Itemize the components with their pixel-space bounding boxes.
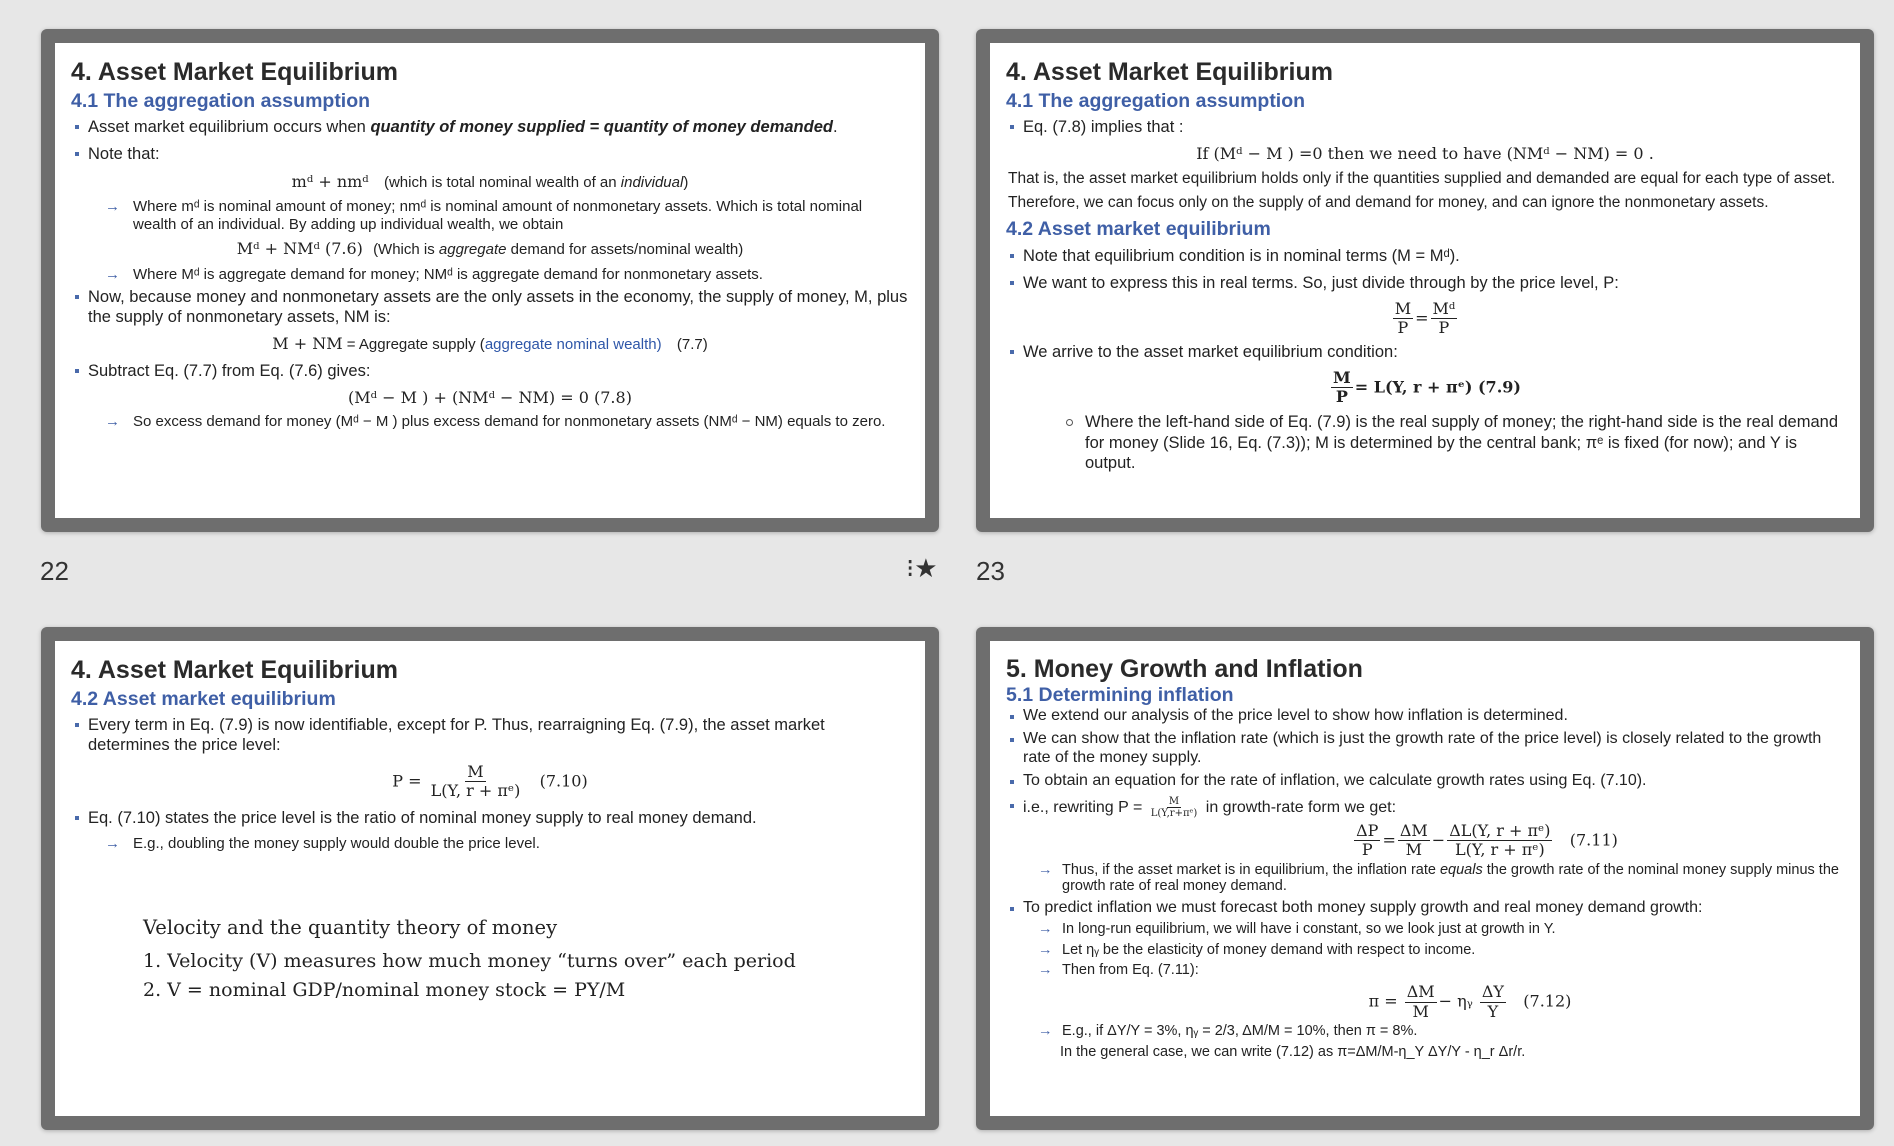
bullet: Now, because money and nonmonetary assets are the only assets in the economy, the supply of money, M, plus the supply of nonmonetary assets, NM is: [71,287,909,327]
sub-bullet: → Where mᵈ is nominal amount of money; nmᵈ is nominal amount of nonmonetary assets. Which is total nominal wealth of an individual. By adding up individual wealth, we obtain [105,197,863,234]
velocity-item-1: 1. Velocity (V) measures how much money “turns over” each period [143,949,796,972]
slide-content [990,641,1860,1116]
velocity-heading: Velocity and the quantity theory of money [143,915,558,939]
bullet: To predict inflation we must forecast both money supply growth and real money demand growth: [1006,899,1844,918]
arrow-icon: → [1038,861,1053,878]
sub-bullet: → E.g., if ΔY/Y = 3%, ηᵧ = 2/3, ΔM/M = 10%, then π = 8%. [1038,1022,1418,1039]
arrow-icon: → [1038,941,1053,958]
slide-subtitle: 5.1 Determining inflation [1006,684,1234,706]
arrow-icon: → [105,197,120,215]
bullet: Eq. (7.10) states the price level is the ratio of nominal money supply to real money demand. [71,808,909,828]
arrow-icon: → [1038,920,1053,937]
equation: π = $\frac{\Delta M}{M}$ − ηᵧ $\frac{\Delta Y}{Y}$ (7.12) [1368,982,1572,1021]
bullet: Note that equilibrium condition is in nominal terms (M = Mᵈ). [1006,246,1844,266]
velocity-item-2: 2. V = nominal GDP/nominal money stock = PY/M [143,978,626,1001]
bullet: We want to express this in real terms. So, just divide through by the price level, P: [1006,273,1844,293]
slide-subtitle: 4.2 Asset market equilibrium [1006,217,1271,240]
bullet: Every term in Eq. (7.9) is now identifiable, except for P. Thus, rearraigning Eq. (7.9), the asset market determines the price level: [71,715,909,755]
slide-subtitle: 4.1 The aggregation assumption [1006,89,1306,112]
equation: $\frac{M}{P}$ = L(Y, r + πᵉ) (7.9) [1333,367,1521,407]
velocity-section [143,916,909,1002]
star-icon[interactable]: ⁝★ [906,553,938,583]
bullet: i.e., rewriting P = $\frac{M}{\text{L(Y,r+πᵉ)}}$ in growth-rate form we get: [1006,796,1844,820]
sub-bullet: → Where Mᵈ is aggregate demand for money; NMᵈ is aggregate demand for nonmonetary assets. [105,265,763,283]
slide-title: 4. Asset Market Equilibrium [1006,58,1333,86]
slide-title: 4. Asset Market Equilibrium [71,656,398,684]
paragraph: Therefore, we can focus only on the supply of and demand for money, and can ignore the nonmonetary assets. [1008,193,1769,211]
paragraph: That is, the asset market equilibrium holds only if the quantities supplied and demanded are equal for each type of asset. [1008,169,1836,187]
slide-subtitle: 4.1 The aggregation assumption [71,89,371,112]
bullet: We can show that the inflation rate (which is just the growth rate of the price level) is closely related to the growth rate of the money supply. [1006,730,1844,767]
arrow-icon: → [105,265,120,283]
sub-bullet: → Then from Eq. (7.11): [1038,962,1199,979]
sub-bullet: → Thus, if the asset market is in equilibrium, the inflation rate equals the growth rate of the nominal money supply minus the growth rate of real money demand. [1038,861,1839,895]
equation: P = $\frac{M}{\text{L(Y, r + πᵉ)}}$ (7.10) [392,761,588,800]
equation: M + NM = Aggregate supply (aggregate nominal wealth) (7.7) [272,334,708,354]
bullet: We extend our analysis of the price level to show how inflation is determined. [1006,707,1844,726]
slide-number: 23 [976,556,1005,586]
slide-thumbnail-22[interactable] [41,29,939,532]
sub-bullet: → In long-run equilibrium, we will have i constant, so we look just at growth in Y. [1038,920,1556,937]
slide-title: 5. Money Growth and Inflation [1006,655,1363,683]
slide-subtitle: 4.2 Asset market equilibrium [71,687,336,710]
slide-number: 22 [40,556,69,586]
equation: Mᵈ + NMᵈ (7.6) (Which is aggregate demand for assets/nominal wealth) [236,239,744,259]
slide-thumbnail-25[interactable] [976,627,1874,1130]
bullet: Asset market equilibrium occurs when quantity of money supplied = quantity of money demanded. [71,117,909,137]
slide-thumbnail-24[interactable] [41,627,939,1130]
sub-bullet: Where the left-hand side of Eq. (7.9) is the real supply of money; the right-hand side is the real demand for money (Slide 16, Eq. (7.3)); M is determined by the central bank; πᵉ is fixed (for now); and Y is output. [1006,412,1844,472]
bullet: Eq. (7.8) implies that : [1006,117,1844,137]
equation: $\frac{\Delta P}{P}$ = $\frac{\Delta M}{M}$ − $\frac{\text{ΔL(Y, r + πᵉ)}}{\text{L(Y, r + πᵉ)}}$ (7.11) [1356,820,1618,860]
arrow-icon: → [1038,1022,1053,1039]
sub-bullet: → Let ηᵧ be the elasticity of money demand with respect to income. [1038,941,1476,958]
slide-title: 4. Asset Market Equilibrium [71,58,398,86]
arrow-icon: → [1038,962,1053,979]
equation: If (Mᵈ − M ) =0 then we need to have (NMᵈ − NM) = 0 . [1196,144,1654,164]
sub-bullet: → E.g., doubling the money supply would double the price level. [105,835,540,853]
bullet: We arrive to the asset market equilibrium condition: [1006,342,1844,362]
equation: (Mᵈ − M ) + (NMᵈ − NM) = 0 (7.8) [348,387,632,407]
sub-bullet: → So excess demand for money (Mᵈ − M ) plus excess demand for nonmonetary assets (NMᵈ − NM) equals to zero. [105,413,886,431]
bullet: To obtain an equation for the rate of inflation, we calculate growth rates using Eq. (7.10). [1006,772,1844,791]
equation: $\frac{M}{P}$ = $\frac{\text{Mᵈ}}{P}$ [1394,298,1456,338]
equation: mᵈ + nmᵈ (which is total nominal wealth of an individual) [291,171,689,191]
arrow-icon: → [105,413,120,431]
slide-thumbnail-23[interactable] [976,29,1874,532]
slide-content [55,641,925,1116]
bullet: Note that: [71,144,909,164]
slide-content [990,43,1860,518]
paragraph: In the general case, we can write (7.12) as π=ΔM/M-η_Y ΔY/Y - η_r Δr/r. [1060,1043,1526,1060]
arrow-icon: → [105,835,120,853]
slide-content [55,43,925,518]
bullet: Subtract Eq. (7.7) from Eq. (7.6) gives: [71,361,909,381]
